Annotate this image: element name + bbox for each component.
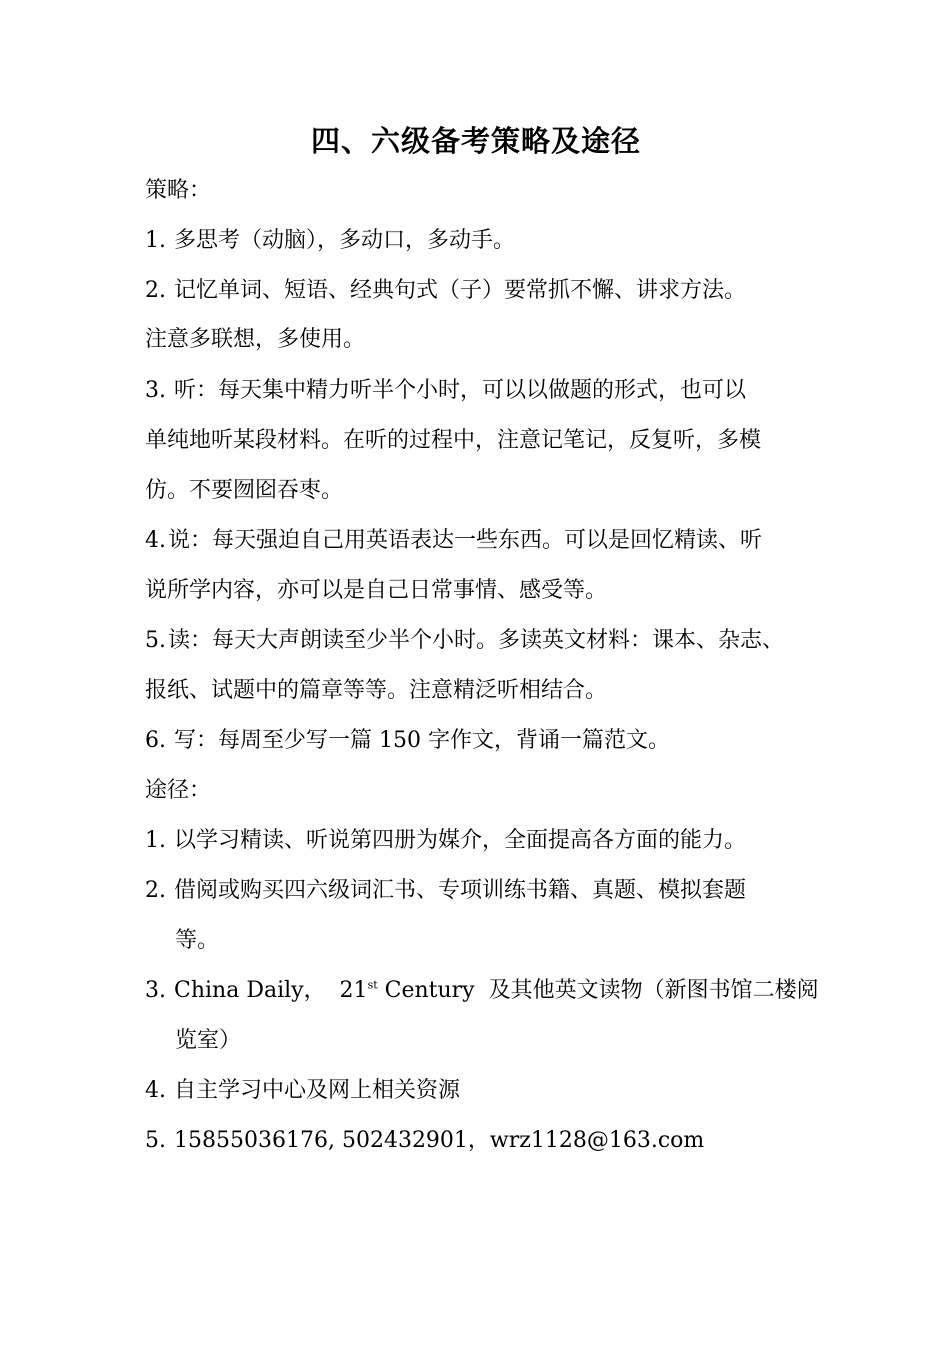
contact-info: 15855036176, 502432901，wrz1128@163.com <box>174 1128 705 1153</box>
strategy-item-5-continuation: 报纸、试题中的篇章等等。注意精泛听相结合。 <box>145 678 608 703</box>
item-number: 1. <box>145 228 166 253</box>
strategy-item-5 <box>145 626 825 656</box>
strategy-item-2 <box>145 276 825 306</box>
strategy-item-4 <box>145 526 825 556</box>
item-text: 写：每周至少写一篇 150 字作文，背诵一篇范文。 <box>174 728 670 753</box>
item-number: 5. <box>145 1128 166 1153</box>
item-number: 3. <box>145 378 166 403</box>
item-text: 以学习精读、听说第四册为媒介，全面提高各方面的能力。 <box>174 828 747 853</box>
item-number: 6. <box>145 728 166 753</box>
path-item-2 <box>145 876 825 906</box>
item-number: 3. <box>145 978 166 1003</box>
item-number: 2. <box>145 878 166 903</box>
path-item-1 <box>145 826 825 856</box>
document-title: 四、六级备考策略及途径 <box>310 124 641 158</box>
item-text: 记忆单词、短语、经典句式（子）要常抓不懈、讲求方法。 <box>174 278 747 303</box>
item-number: 4. <box>145 1078 166 1103</box>
item-text: 听：每天集中精力听半个小时，可以以做题的形式，也可以 <box>174 378 747 403</box>
strategy-item-3-continuation: 单纯地听某段材料。在听的过程中，注意记笔记，反复听，多模 <box>145 428 762 453</box>
item-text: 说：每天强迫自己用英语表达一些东西。可以是回忆精读、听 <box>168 528 763 553</box>
strategy-item-2-continuation: 注意多联想，多使用。 <box>145 327 366 352</box>
path-item-3-continuation: 览室） <box>175 1028 242 1053</box>
item-text: 多思考（动脑），多动口，多动手。 <box>174 228 516 253</box>
item-text-b: Century 及其他英文读物（新图书馆二楼阅 <box>377 978 819 1003</box>
item-number: 4. <box>145 528 166 553</box>
strategy-item-4-continuation: 说所学内容，亦可以是自己日常事情、感受等。 <box>145 578 608 603</box>
path-heading: 途径： <box>145 778 212 803</box>
path-item-4 <box>145 1076 825 1106</box>
item-number: 2. <box>145 278 166 303</box>
strategy-item-6 <box>145 726 825 756</box>
strategy-item-1 <box>145 226 825 256</box>
strategy-heading: 策略： <box>145 178 212 203</box>
path-item-5 <box>145 1126 825 1156</box>
item-number: 1. <box>145 828 166 853</box>
item-text-a: China Daily， 21 <box>174 978 368 1003</box>
item-text: 自主学习中心及网上相关资源 <box>174 1078 461 1103</box>
path-item-2-continuation: 等。 <box>175 928 220 953</box>
path-item-3 <box>145 976 825 1006</box>
strategy-item-3-continuation-2: 仿。不要囫囵吞枣。 <box>145 478 344 503</box>
item-text: 借阅或购买四六级词汇书、专项训练书籍、真题、模拟套题 <box>174 878 747 903</box>
item-text: 读：每天大声朗读至少半个小时。多读英文材料：课本、杂志、 <box>168 628 785 653</box>
item-number: 5. <box>145 628 166 653</box>
strategy-item-3 <box>145 376 825 406</box>
ordinal-suffix: st <box>367 978 378 992</box>
